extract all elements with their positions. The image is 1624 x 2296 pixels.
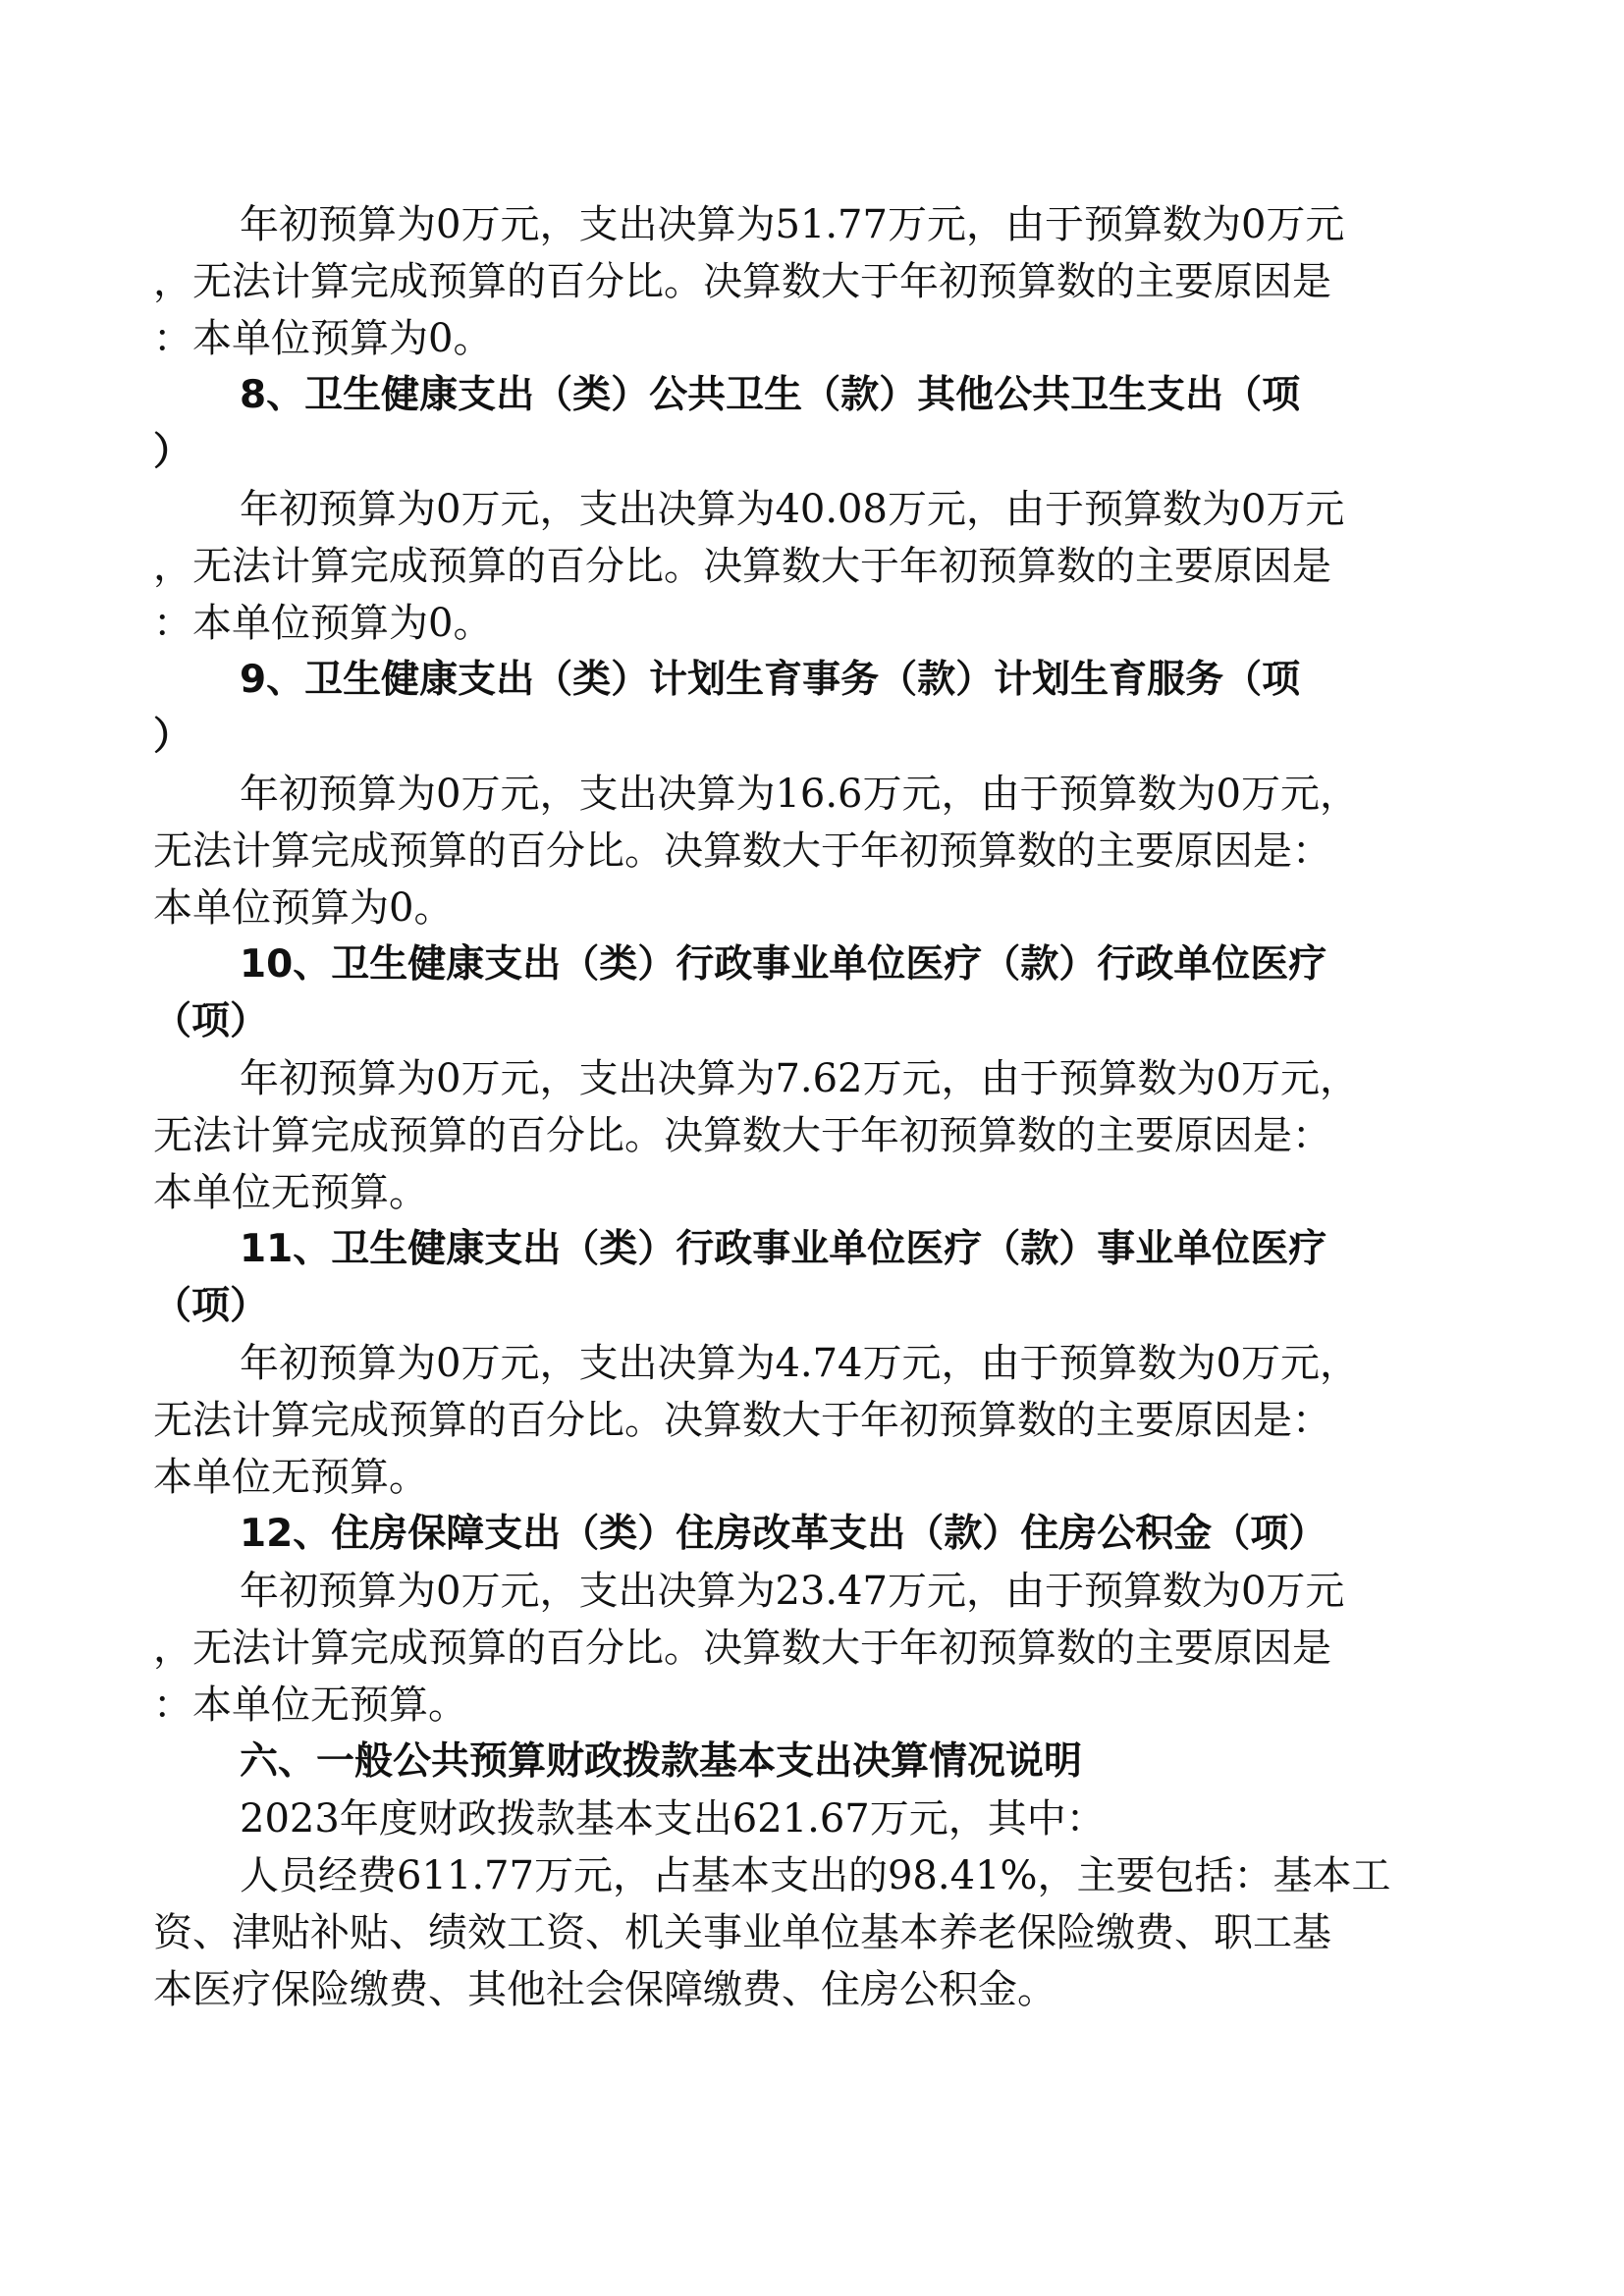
section-heading-10-cont: （项） [153,999,269,1043]
text-line: ，无法计算完成预算的百分比。决算数大于年初预算数的主要原因是 [153,259,1331,304]
text-line: ，无法计算完成预算的百分比。决算数大于年初预算数的主要原因是 [153,1626,1331,1671]
text-line: 年初预算为0万元，支出决算为7.62万元，由于预算数为0万元， [240,1056,1359,1101]
text-line: 年初预算为0万元，支出决算为51.77万元，由于预算数为0万元 [240,202,1345,247]
section-heading-8-cont: ） [153,430,192,474]
text-line: 年初预算为0万元，支出决算为16.6万元，由于预算数为0万元， [240,772,1359,817]
document-body [153,196,1479,2018]
section-heading-11: 11、卫生健康支出（类）行政事业单位医疗（款）事业单位医疗 [240,1227,1327,1271]
text-line: 年初预算为0万元，支出决算为4.74万元，由于预算数为0万元， [240,1341,1359,1386]
text-line: 本单位无预算。 [153,1455,428,1500]
section-heading-6: 六、一般公共预算财政拨款基本支出决算情况说明 [240,1739,1083,1784]
text-line: 年初预算为0万元，支出决算为23.47万元，由于预算数为0万元 [240,1569,1345,1614]
text-line: 本单位预算为0。 [153,885,454,931]
text-line: 年初预算为0万元，支出决算为40.08万元，由于预算数为0万元 [240,487,1345,532]
section-heading-9-cont: ） [153,715,192,759]
section-heading-8: 8、卫生健康支出（类）公共卫生（款）其他公共卫生支出（项 [240,373,1301,417]
section-heading-12: 12、住房保障支出（类）住房改革支出（款）住房公积金（项） [240,1512,1327,1556]
text-line: 资、津贴补贴、绩效工资、机关事业单位基本养老保险缴费、职工基 [153,1910,1331,1955]
text-line: 本医疗保险缴费、其他社会保障缴费、住房公积金。 [153,1967,1056,2012]
text-line: 无法计算完成预算的百分比。决算数大于年初预算数的主要原因是： [153,1113,1331,1158]
section-heading-11-cont: （项） [153,1284,269,1328]
text-line: ：本单位无预算。 [153,1682,467,1728]
section-heading-9: 9、卫生健康支出（类）计划生育事务（款）计划生育服务（项 [240,658,1301,702]
text-line: ，无法计算完成预算的百分比。决算数大于年初预算数的主要原因是 [153,544,1331,589]
text-line: ：本单位预算为0。 [153,601,493,646]
text-line: 无法计算完成预算的百分比。决算数大于年初预算数的主要原因是： [153,828,1331,874]
section-heading-10: 10、卫生健康支出（类）行政事业单位医疗（款）行政单位医疗 [240,942,1327,987]
text-line: 人员经费611.77万元，占基本支出的98.41%，主要包括：基本工 [240,1853,1391,1898]
text-line: 2023年度财政拨款基本支出621.67万元，其中： [240,1796,1106,1842]
text-line: ：本单位预算为0。 [153,316,493,361]
text-line: 本单位无预算。 [153,1170,428,1215]
text-line: 无法计算完成预算的百分比。决算数大于年初预算数的主要原因是： [153,1398,1331,1443]
